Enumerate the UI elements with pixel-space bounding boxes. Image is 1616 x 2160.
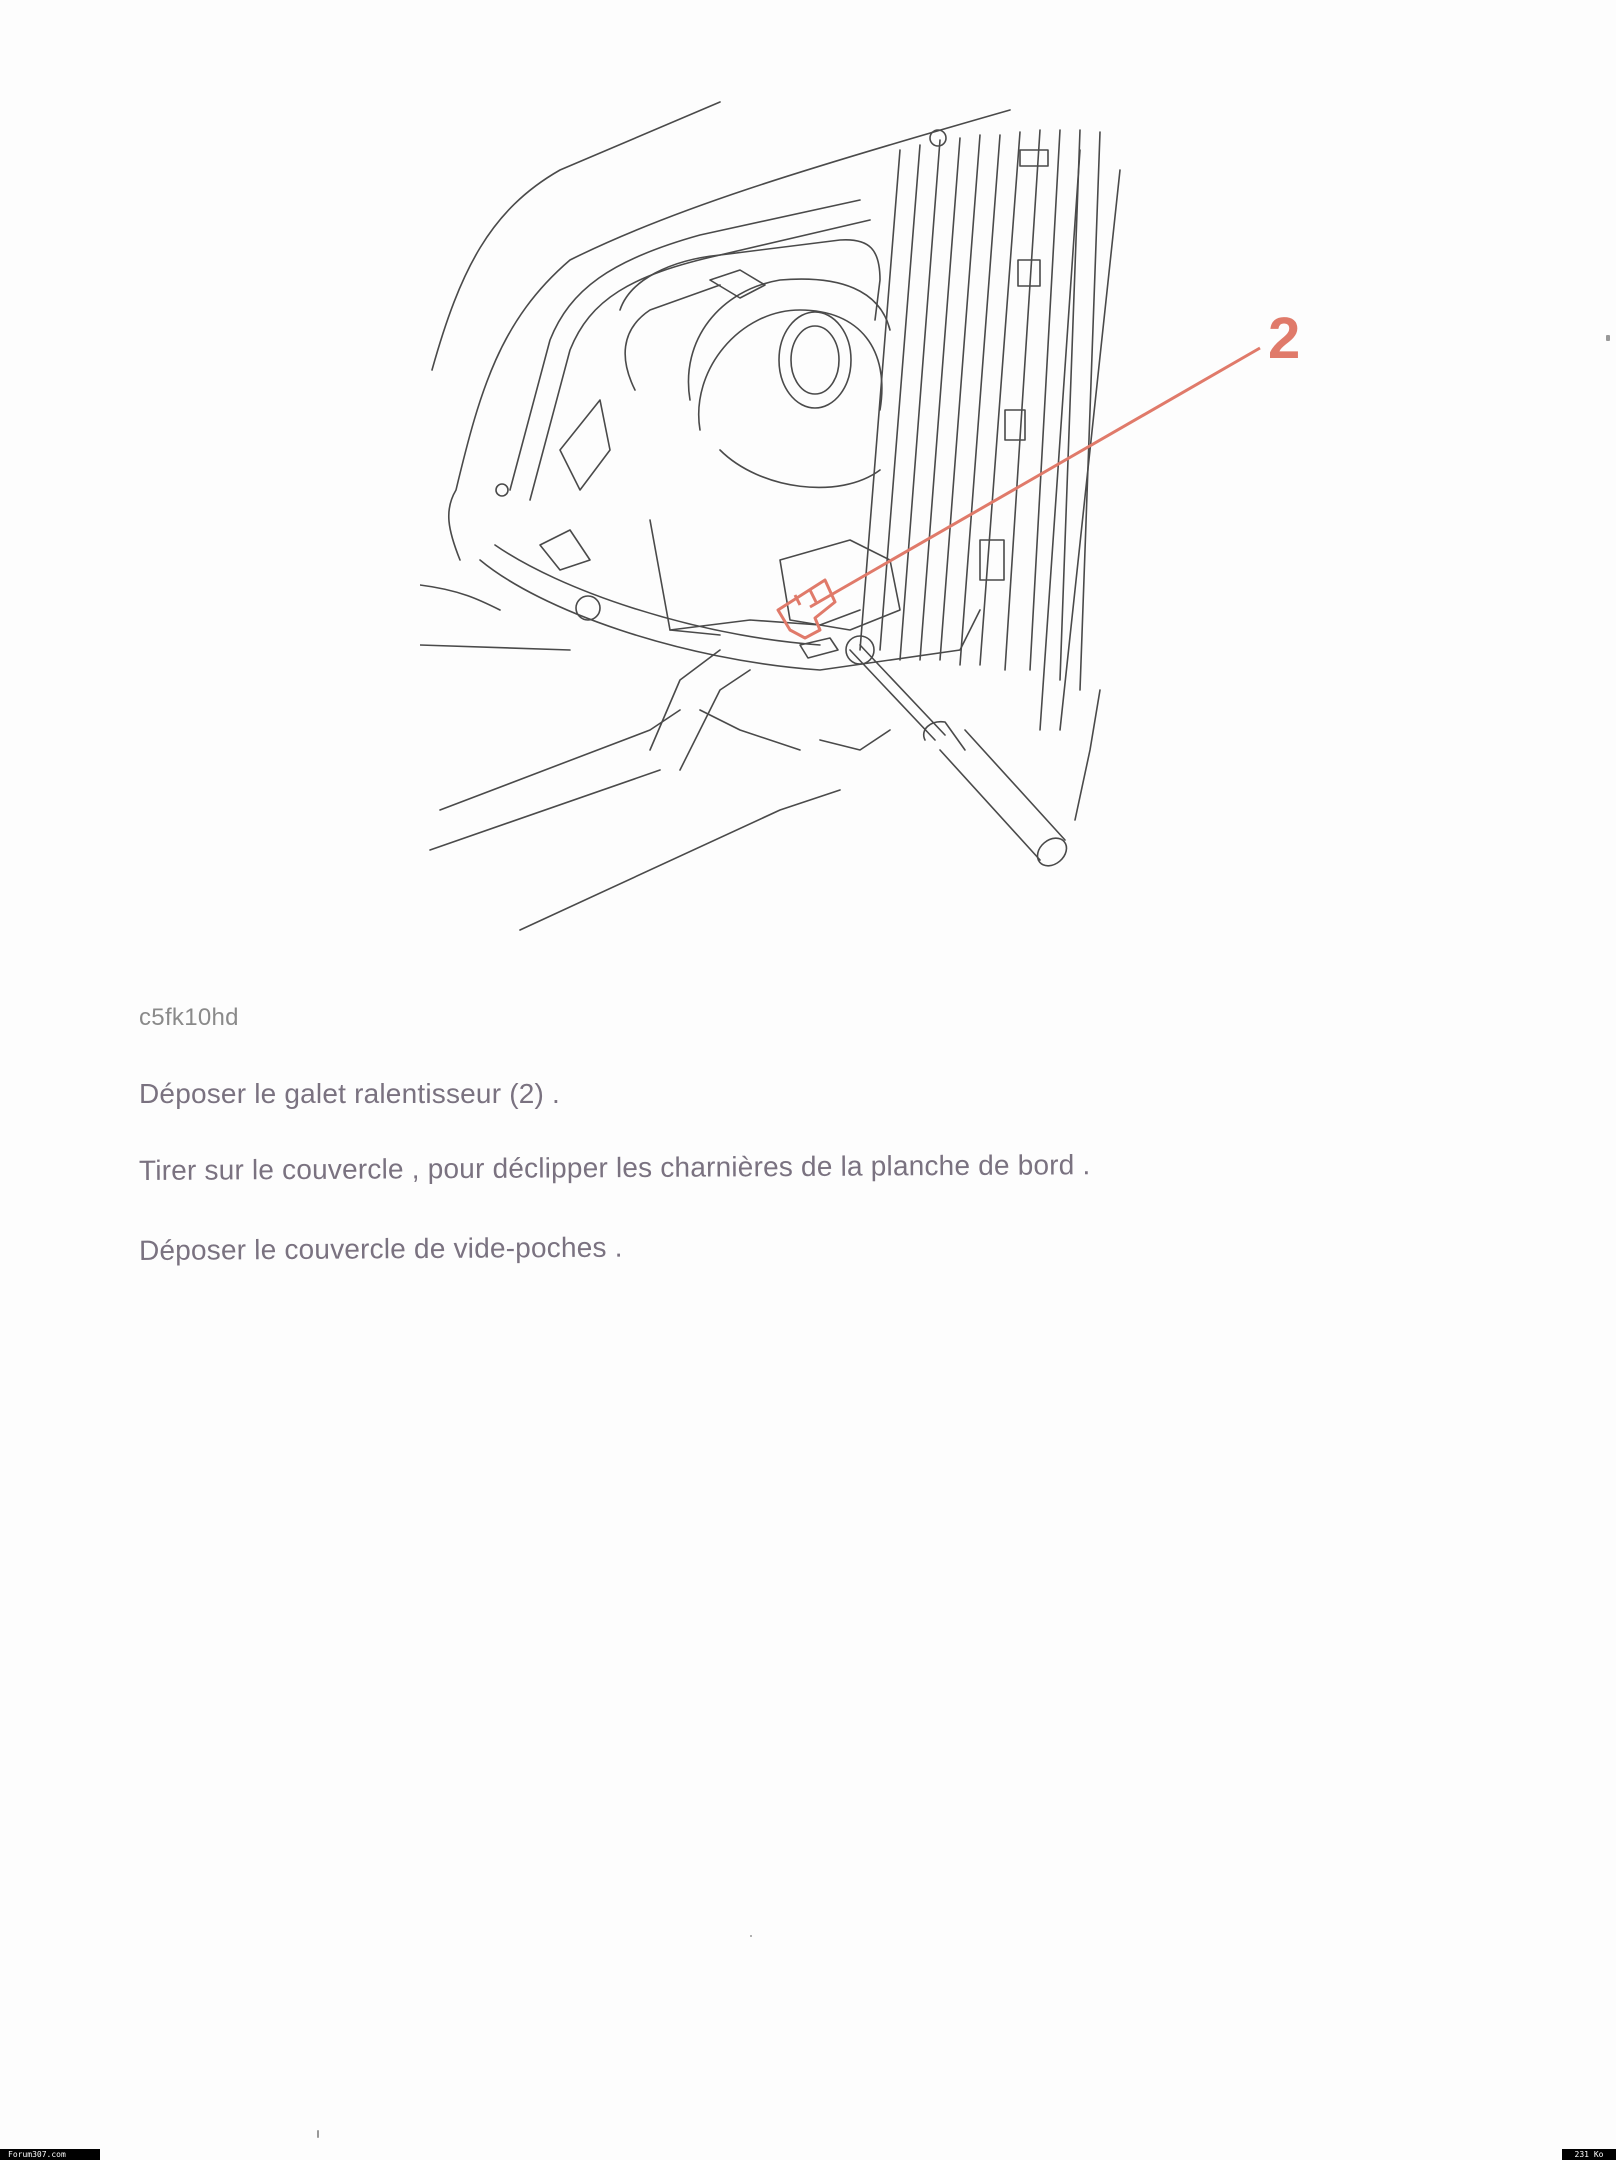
scan-speck <box>1606 335 1610 341</box>
instruction-step-3: Déposer le couvercle de vide-poches . <box>138 1231 623 1266</box>
instruction-step-2: Tirer sur le couvercle , pour déclipper les charnières de la planche de bord . <box>138 1149 1091 1186</box>
footer-size-label: 231 Ko <box>1562 2149 1616 2160</box>
technical-illustration <box>420 90 1340 950</box>
footer-site-label: Forum307.com <box>0 2149 100 2160</box>
instruction-step-1: Déposer le galet ralentisseur (2) . <box>139 1078 560 1109</box>
figure-reference-code: c5fk10hd <box>139 1004 239 1031</box>
glovebox-drawing <box>420 90 1340 950</box>
scan-speck <box>317 2130 319 2138</box>
scan-speck <box>750 1935 752 1937</box>
callout-number: 2 <box>1268 306 1301 371</box>
